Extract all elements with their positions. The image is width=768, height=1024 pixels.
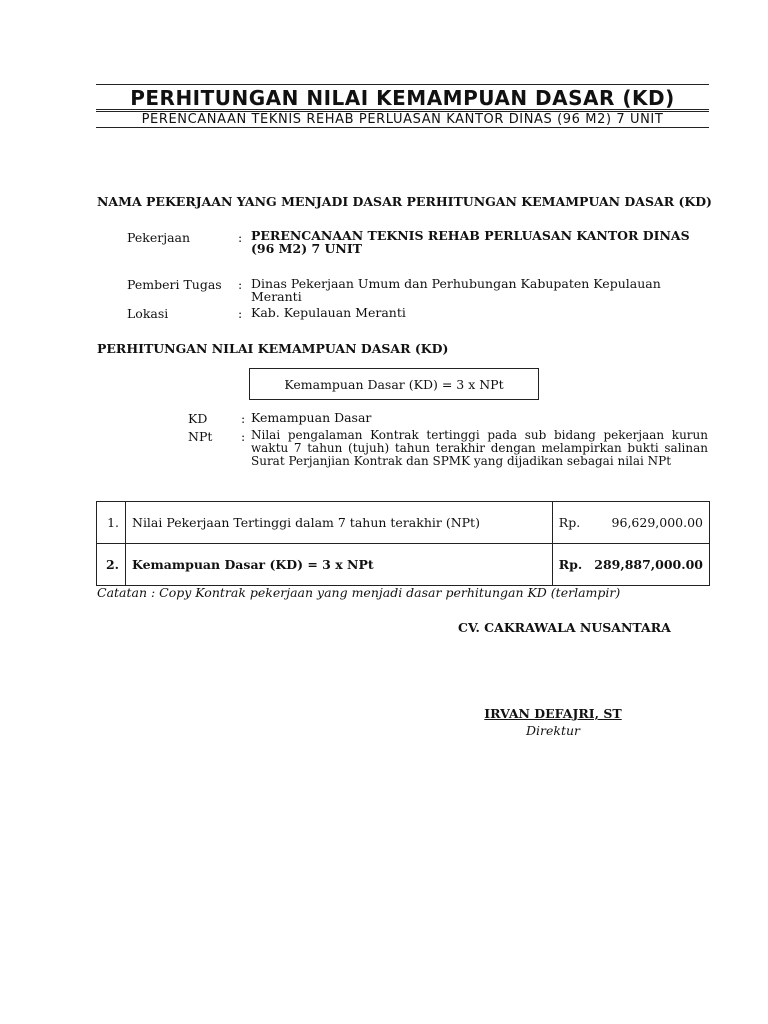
field-colon: : <box>238 306 243 321</box>
field-label-lokasi: Lokasi <box>127 306 169 321</box>
field-label-pekerjaan: Pekerjaan <box>127 230 191 245</box>
definition-colon: : <box>241 411 246 426</box>
field-colon: : <box>238 230 243 245</box>
row-description: Kemampuan Dasar (KD) = 3 x NPt <box>126 544 553 586</box>
row-amount: 96,629,000.00 <box>588 502 709 544</box>
document-subtitle: PERENCANAAN TEKNIS REHAB PERLUASAN KANTOR DINAS (96 M2) 7 UNIT <box>141 112 664 127</box>
table-row <box>97 502 710 544</box>
table-row <box>97 544 710 586</box>
row-amount: 289,887,000.00 <box>588 544 709 586</box>
section1-heading: NAMA PEKERJAAN YANG MENJADI DASAR PERHITUNGAN KEMAMPUAN DASAR (KD) <box>97 194 712 209</box>
formula-text: Kemampuan Dasar (KD) = 3 x NPt <box>284 376 504 392</box>
document-title: PERHITUNGAN NILAI KEMAMPUAN DASAR (KD) <box>130 86 675 110</box>
row-number: 2. <box>97 544 126 586</box>
signer-name: IRVAN DEFAJRI, ST <box>484 706 622 721</box>
definition-desc-npt: Nilai pengalaman Kontrak tertinggi pada sub bidang pekerjaan kurun waktu 7 tahun (tujuh) tahun terakhir dengan melampirkan bukti salinan Surat Perjanjian Kontrak dan SPMK yang dijadikan sebagai nilai NPt <box>251 428 708 468</box>
field-label-pemberi-tugas: Pemberi Tugas <box>127 277 222 292</box>
row-currency: Rp. <box>552 544 588 586</box>
definition-term-kd: KD <box>188 411 208 426</box>
field-colon: : <box>238 277 243 292</box>
formula-box <box>249 368 539 400</box>
row-number: 1. <box>97 502 126 544</box>
subtitle-rule <box>96 127 709 128</box>
calculation-table <box>96 501 710 586</box>
row-description: Nilai Pekerjaan Tertinggi dalam 7 tahun terakhir (NPt) <box>126 502 553 544</box>
section2-heading: PERHITUNGAN NILAI KEMAMPUAN DASAR (KD) <box>97 341 449 356</box>
top-rule <box>96 84 709 85</box>
field-value-lokasi: Kab. Kepulauan Meranti <box>251 305 406 320</box>
note-text: Catatan : Copy Kontrak pekerjaan yang menjadi dasar perhitungan KD (terlampir) <box>97 585 621 600</box>
field-value-pekerjaan: PERENCANAAN TEKNIS REHAB PERLUASAN KANTOR DINAS (96 M2) 7 UNIT <box>251 228 690 256</box>
signer-position: Direktur <box>525 723 581 738</box>
company-name: CV. CAKRAWALA NUSANTARA <box>458 620 671 635</box>
definition-term-npt: NPt <box>188 429 213 444</box>
field-value-pemberi-tugas: Dinas Pekerjaan Umum dan Perhubungan Kabupaten Kepulauan Meranti <box>251 276 661 304</box>
definition-desc-kd: Kemampuan Dasar <box>251 410 372 425</box>
title-rule-upper <box>96 109 709 110</box>
definition-colon: : <box>241 429 246 444</box>
row-currency: Rp. <box>552 502 588 544</box>
